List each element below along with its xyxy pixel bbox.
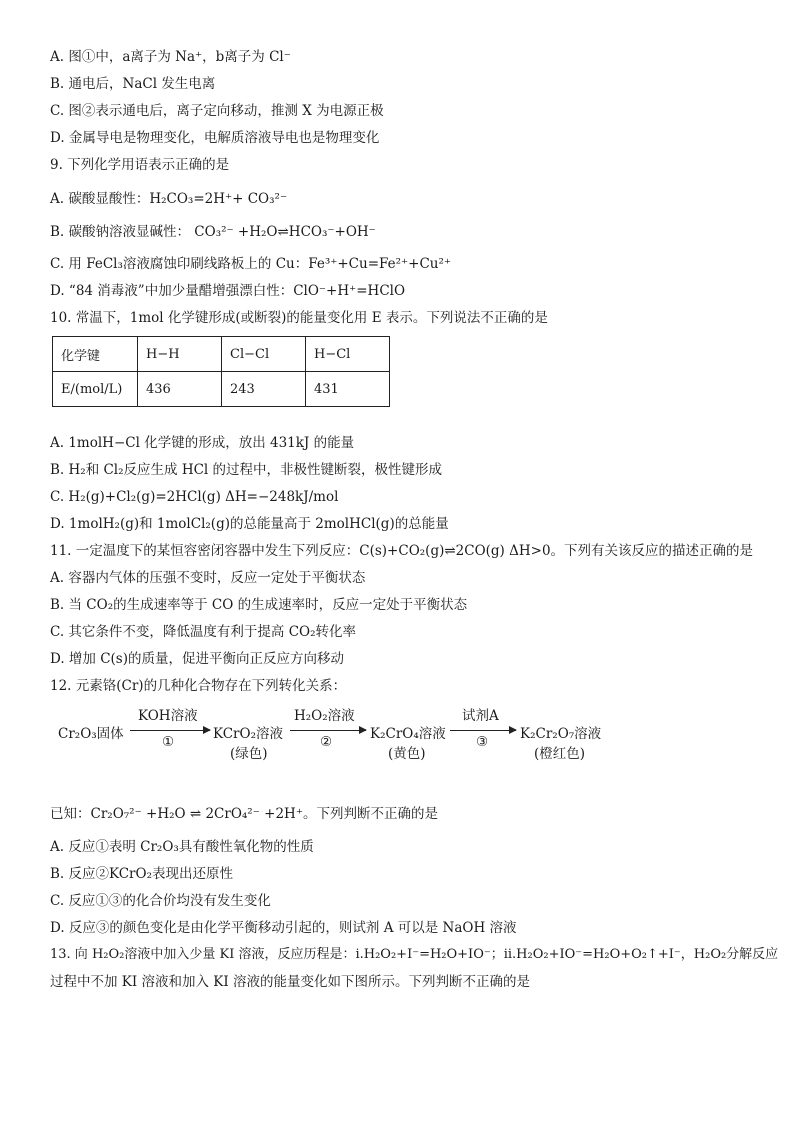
table-cell: 243: [222, 372, 306, 407]
scheme-substance-4: K₂Cr₂O₇溶液: [520, 726, 602, 742]
q9-stem: 9. 下列化学用语表示正确的是: [50, 157, 230, 173]
scheme-step-3: ③: [476, 734, 489, 750]
scheme-substance-3: K₂CrO₄溶液: [370, 726, 446, 742]
q12-stem: 12. 元素铬(Cr)的几种化合物存在下列转化关系：: [50, 678, 347, 694]
scheme-color-4: (橙红色): [534, 746, 586, 762]
scheme-substance-1: Cr₂O₃固体: [58, 726, 124, 742]
q13-stem-line-1: 13. 向 H₂O₂溶液中加入少量 KI 溶液，反应历程是：i.H₂O₂+I⁻=H₂O+IO⁻；ii.H₂O₂+IO⁻=H₂O+O₂↑+I⁻，H₂O₂分解反应: [50, 947, 779, 962]
scheme-color-3: (黄色): [388, 746, 426, 762]
reaction-arrow-1: [130, 730, 210, 731]
q11-option-b: B. 当 CO₂的生成速率等于 CO 的生成速率时，反应一定处于平衡状态: [50, 597, 468, 613]
scheme-reagent-1: KOH溶液: [138, 708, 198, 724]
scheme-step-1: ①: [162, 734, 175, 750]
q11-option-a: A. 容器内气体的压强不变时，反应一定处于平衡状态: [50, 570, 366, 586]
scheme-color-2: (绿色): [230, 746, 268, 762]
scheme-reagent-2: H₂O₂溶液: [294, 708, 355, 724]
bond-energy-table: [52, 336, 390, 407]
chromium-conversion-scheme: [58, 708, 658, 764]
q9-option-b: B. 碳酸钠溶液显碱性： CO₃²⁻ +H₂O⇌HCO₃⁻+OH⁻: [50, 224, 376, 240]
q10-option-b: B. H₂和 Cl₂反应生成 HCl 的过程中，非极性键断裂，极性键形成: [50, 462, 443, 478]
table-row: [53, 372, 390, 407]
q9-option-c: C. 用 FeCl₃溶液腐蚀印刷线路板上的 Cu：Fe³⁺+Cu=Fe²⁺+Cu²⁺: [50, 256, 452, 272]
q13-stem-line-2: 过程中不加 KI 溶液和加入 KI 溶液的能量变化如下图所示。下列判断不正确的是: [50, 974, 531, 990]
q11-option-c: C. 其它条件不变，降低温度有利于提高 CO₂转化率: [50, 624, 357, 640]
q12-option-b: B. 反应②KCrO₂表现出还原性: [50, 866, 233, 882]
scheme-reagent-3: 试剂A: [462, 708, 499, 724]
table-cell: E/(mol/L): [53, 372, 138, 407]
q8-option-c: C. 图②表示通电后，离子定向移动，推测 X 为电源正极: [50, 103, 384, 119]
reaction-arrow-3: [450, 730, 516, 731]
q11-stem: 11. 一定温度下的某恒容密闭容器中发生下列反应：C(s)+CO₂(g)⇌2CO(g) ΔH>0。下列有关该反应的描述正确的是: [50, 543, 754, 559]
table-header-cell: 化学键: [53, 337, 138, 372]
reaction-arrow-2: [290, 730, 366, 731]
scheme-step-2: ②: [320, 734, 333, 750]
q12-option-a: A. 反应①表明 Cr₂O₃具有酸性氧化物的性质: [50, 839, 314, 855]
table-cell: 431: [306, 372, 390, 407]
table-header-cell: H−H: [138, 337, 222, 372]
table-cell: 436: [138, 372, 222, 407]
q8-option-a: A. 图①中，a离子为 Na⁺，b离子为 Cl⁻: [50, 49, 291, 65]
q10-stem: 10. 常温下，1mol 化学键形成(或断裂)的能量变化用 E 表示。下列说法不正确的是: [50, 310, 548, 326]
q10-option-d: D. 1molH₂(g)和 1molCl₂(g)的总能量高于 2molHCl(g)的总能量: [50, 516, 449, 532]
table-header-cell: H−Cl: [306, 337, 390, 372]
q12-option-c: C. 反应①③的化合价均没有发生变化: [50, 893, 271, 909]
q10-option-a: A. 1molH−Cl 化学键的形成，放出 431kJ 的能量: [50, 435, 355, 451]
q8-option-b: B. 通电后，NaCl 发生电离: [50, 76, 216, 92]
q9-option-a: A. 碳酸显酸性：H₂CO₃=2H⁺+ CO₃²⁻: [50, 191, 288, 207]
scheme-substance-2: KCrO₂溶液: [213, 726, 283, 742]
q12-option-d: D. 反应③的颜色变化是由化学平衡移动引起的，则试剂 A 可以是 NaOH 溶液: [50, 920, 517, 936]
q10-option-c: C. H₂(g)+Cl₂(g)=2HCl(g) ΔH=−248kJ/mol: [50, 489, 339, 505]
q12-known-equilibrium: 已知：Cr₂O₇²⁻ +H₂O ⇌ 2CrO₄²⁻ +2H⁺。下列判断不正确的是: [50, 806, 438, 822]
table-row: [53, 337, 390, 372]
q11-option-d: D. 增加 C(s)的质量，促进平衡向正反应方向移动: [50, 651, 345, 667]
q9-option-d: D. “84 消毒液”中加少量醋增强漂白性：ClO⁻+H⁺=HClO: [50, 283, 406, 299]
table-header-cell: Cl−Cl: [222, 337, 306, 372]
q8-option-d: D. 金属导电是物理变化，电解质溶液导电也是物理变化: [50, 130, 380, 146]
